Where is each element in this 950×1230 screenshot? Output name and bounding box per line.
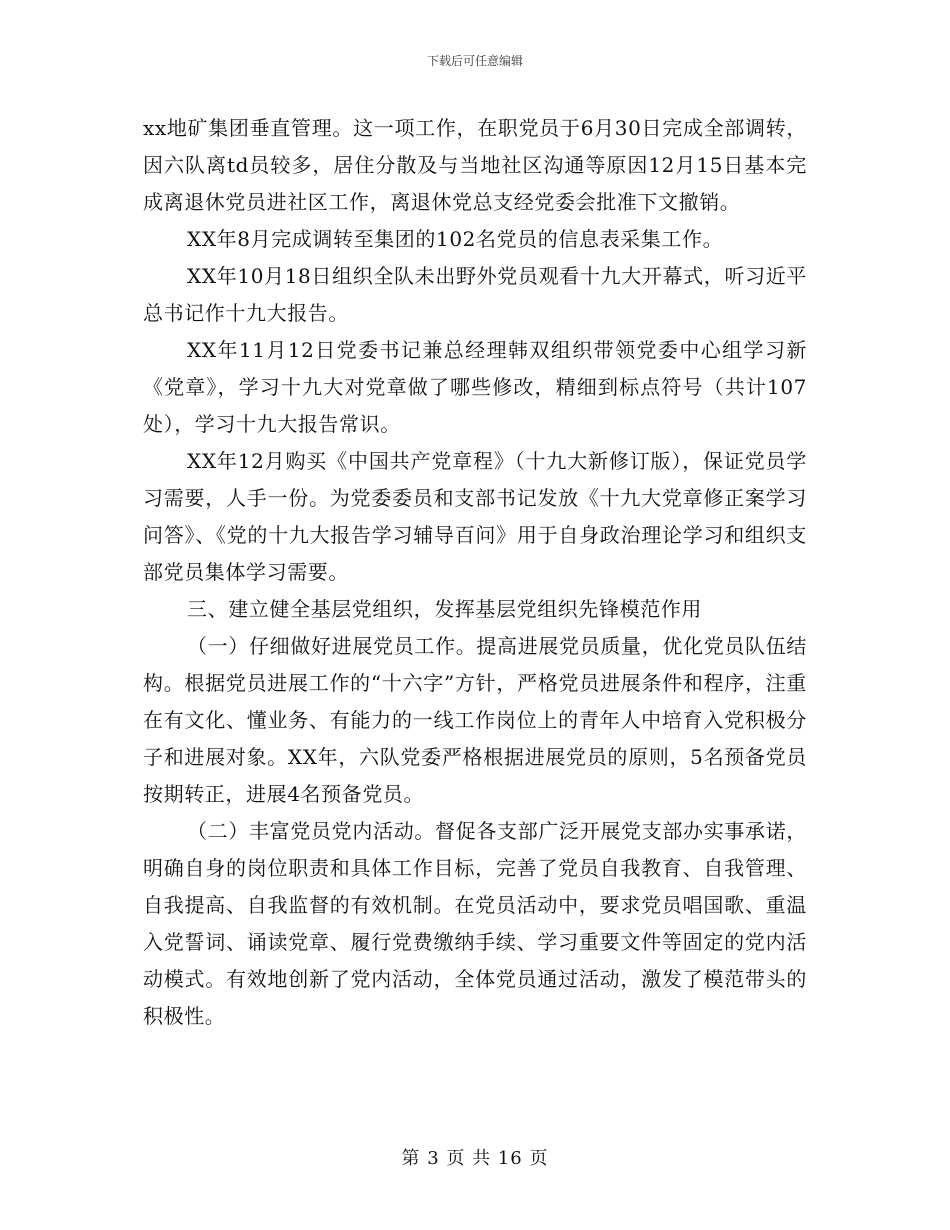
paragraph-continuation: xx地矿集团垂直管理。这一项工作，在职党员于6月30日完成全部调转，因六队离td员较多，居住分散及与当地社区沟通等原因12月15日基本完成离退休党员进社区工作，离退休党总支经党委会批准下文撤销。 <box>143 116 807 214</box>
page-number-footer: 第 3 页 共 16 页 <box>401 1148 549 1169</box>
page-header: 下载后可任意编辑 <box>426 54 523 68</box>
paragraph-charter-study: XX年11月12日党委书记兼总经理韩双组织带领党委中心组学习新《党章》，学习十九大对党章做了哪些修改，精细到标点符号（共计107处），学习十九大报告常识。 <box>143 338 807 436</box>
document-body <box>143 110 807 1035</box>
section-heading: 三、建立健全基层党组织，发挥基层党组织先锋模范作用 <box>187 597 702 621</box>
paragraph-charter-purchase: XX年12月购买《中国共产党章程》（十九大新修订版），保证党员学习需要，人手一份。为党委委员和支部书记发放《十九大党章修正案学习问答》、《党的十九大报告学习辅导百问》用于自身政治理论学习和组织支部党员集体学习需要。 <box>143 449 807 584</box>
paragraph-info-collection: XX年8月完成调转至集团的102名党员的信息表采集工作。 <box>187 227 724 251</box>
paragraph-party-activities: （二）丰富党员党内活动。督促各支部广泛开展党支部办实事承诺，明确自身的岗位职责和具体工作目标，完善了党员自我教育、自我管理、自我提高、自我监督的有效机制。在党员活动中，要求党员唱国歌、重温入党誓词、诵读党章、履行党费缴纳手续、学习重要文件等固定的党内活动模式。有效地创新了党内活动，全体党员通过活动，激发了模范带头的积极性。 <box>143 819 807 1028</box>
paragraph-member-development: （一）仔细做好进展党员工作。提高进展党员质量，优化党员队伍结构。根据党员进展工作的“十六字”方针，严格党员进展条件和程序，注重在有文化、懂业务、有能力的一线工作岗位上的青年人中培育入党积极分子和进展对象。XX年，六队党委严格根据进展党员的原则，5名预备党员按期转正，进展4名预备党员。 <box>143 634 807 806</box>
paragraph-congress-viewing: XX年10月18日组织全队未出野外党员观看十九大开幕式，听习近平总书记作十九大报告。 <box>143 264 807 325</box>
